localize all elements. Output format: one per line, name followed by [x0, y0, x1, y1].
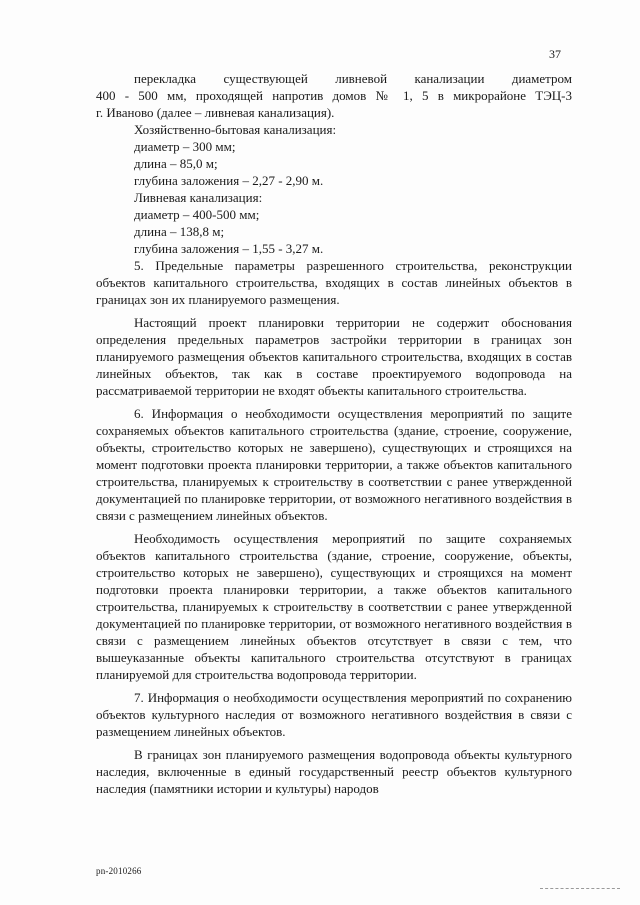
- page-number: 37: [549, 47, 561, 61]
- footer-document-code: pn-2010266: [96, 866, 142, 876]
- section-7-heading: 7. Информация о необходимости осуществления мероприятий по сохранению объектов культурного наследия от возможного негативного воздействия в связи с размещением линейных объектов.: [96, 690, 572, 739]
- stormwater-length: длина – 138,8 м;: [134, 224, 225, 239]
- section-6-text: Необходимость осуществления мероприятий по защите сохраняемых объектов капитального строительства (здание, строение, сооружение, объекты, строительство которых не завершено), существующих и строящихся на момент подготовки проекта планировки территории, а также объектов капитального строительства, планируемых к строительству в соответствии с ранее утвержденной документацией по планировке территории, от возможного негативного воздействия в связи с размещением линейных объектов отсутствует в связи с тем, что вышеуказанные объекты капитального строительства отсутствуют в границах планируемой для строительства водопровода территории.: [96, 531, 572, 682]
- paragraph-drain-relocation-line3: г. Иваново (далее – ливневая канализация).: [96, 105, 335, 120]
- sewer-length: длина – 85,0 м;: [134, 156, 218, 171]
- stormwater-heading: Ливневая канализация:: [134, 190, 263, 205]
- stormwater-diameter: диаметр – 400-500 мм;: [134, 207, 260, 222]
- section-5-heading: 5. Предельные параметры разрешенного строительства, реконструкции объектов капитального строительства, входящих в состав линейных объектов в границах зон их планируемого размещения.: [96, 258, 572, 307]
- sewer-heading: Хозяйственно-бытовая канализация:: [134, 122, 337, 137]
- section-6-heading: 6. Информация о необходимости осуществления мероприятий по защите сохраняемых объектов капитального строительства (здание, строение, сооружение, объекты, строительство которых не завершено), существующих и строящихся на момент подготовки проекта планировки территории, а также объектов капитального строительства, планируемых к строительству в соответствии с ранее утвержденной документацией по планировке территории, от возможного негативного воздействия в связи с размещением линейных объектов.: [96, 406, 572, 523]
- paragraph-drain-relocation-line2: 400 - 500 мм, проходящей напротив домов № 1, 5 в микрорайоне ТЭЦ-3: [96, 88, 572, 103]
- section-5-text: Настоящий проект планировки территории не содержит обоснования определения предельных параметров застройки территории в границах зон планируемого размещения объектов капитального строительства, входящих в состав линейных объектов, так как в составе проектируемого водопровода на рассматриваемой территории не входят объекты капитального строительства.: [96, 315, 572, 398]
- footer-dashed-line: [540, 888, 620, 889]
- sewer-depth: глубина заложения – 2,27 - 2,90 м.: [134, 173, 324, 188]
- paragraph-drain-relocation-line1: перекладка существующей ливневой канализации диаметром: [134, 71, 572, 86]
- sewer-diameter: диаметр – 300 мм;: [134, 139, 236, 154]
- document-body: [96, 70, 572, 797]
- stormwater-depth: глубина заложения – 1,55 - 3,27 м.: [134, 241, 324, 256]
- section-7-text: В границах зон планируемого размещения водопровода объекты культурного наследия, включенные в единый государственный реестр объектов культурного наследия (памятники истории и культуры) народов: [96, 747, 572, 796]
